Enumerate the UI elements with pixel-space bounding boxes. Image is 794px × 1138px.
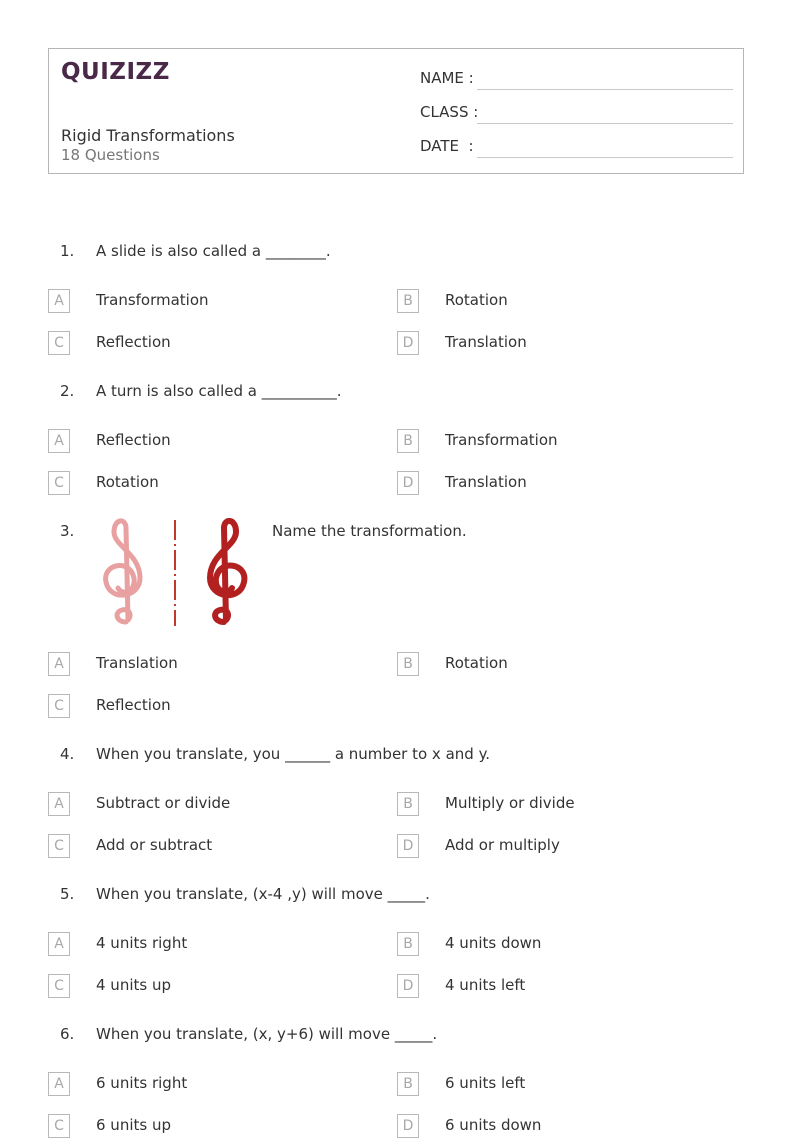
option-text: Add or multiply: [445, 836, 560, 854]
date-line[interactable]: [477, 157, 733, 158]
question-text: Name the transformation.: [272, 522, 467, 540]
option-letter: A: [48, 932, 70, 956]
option-letter: D: [397, 834, 419, 858]
worksheet-title: Rigid Transformations: [61, 126, 235, 145]
question-text: When you translate, (x, y+6) will move _____.: [96, 1025, 438, 1043]
question-number: 1.: [60, 242, 75, 260]
option-text: Rotation: [445, 654, 508, 672]
option-text: 6 units right: [96, 1074, 188, 1092]
option-letter: A: [48, 1072, 70, 1096]
option-text: Reflection: [96, 333, 171, 351]
option-letter: A: [48, 289, 70, 313]
option-text: Rotation: [96, 473, 159, 491]
option-letter: B: [397, 932, 419, 956]
class-label: CLASS :: [420, 103, 479, 121]
question-text: When you translate, you ______ a number to x and y.: [96, 745, 491, 763]
name-field[interactable]: [420, 69, 733, 91]
class-line[interactable]: [477, 123, 733, 124]
option-text: Transformation: [445, 431, 558, 449]
name-line[interactable]: [477, 89, 733, 90]
option-text: Multiply or divide: [445, 794, 575, 812]
option-letter: C: [48, 834, 70, 858]
option-text: Translation: [445, 473, 527, 491]
worksheet-header: [48, 48, 744, 174]
option-letter: D: [397, 331, 419, 355]
option-letter: A: [48, 652, 70, 676]
option-text: Reflection: [96, 431, 171, 449]
option-text: 4 units up: [96, 976, 171, 994]
option-letter: A: [48, 792, 70, 816]
option-text: 6 units down: [445, 1116, 542, 1134]
question-count: 18 Questions: [61, 146, 160, 164]
question-number: 4.: [60, 745, 75, 763]
option-letter: B: [397, 1072, 419, 1096]
option-letter: C: [48, 471, 70, 495]
option-letter: D: [397, 1114, 419, 1138]
question-number: 2.: [60, 382, 75, 400]
option-text: Reflection: [96, 696, 171, 714]
question-number: 5.: [60, 885, 75, 903]
option-text: Translation: [445, 333, 527, 351]
option-text: Translation: [96, 654, 178, 672]
option-letter: C: [48, 331, 70, 355]
date-label: DATE :: [420, 137, 474, 155]
option-text: 6 units up: [96, 1116, 171, 1134]
treble-clef-icon: [210, 521, 244, 622]
option-text: 4 units right: [96, 934, 188, 952]
option-text: Transformation: [96, 291, 209, 309]
option-text: 6 units left: [445, 1074, 526, 1092]
option-letter: D: [397, 974, 419, 998]
option-text: Rotation: [445, 291, 508, 309]
option-text: Add or subtract: [96, 836, 213, 854]
question-text: A turn is also called a __________.: [96, 382, 342, 400]
option-letter: C: [48, 1114, 70, 1138]
option-text: 4 units down: [445, 934, 542, 952]
option-text: Subtract or divide: [96, 794, 231, 812]
option-letter: B: [397, 289, 419, 313]
option-letter: C: [48, 974, 70, 998]
option-letter: A: [48, 429, 70, 453]
option-letter: C: [48, 694, 70, 718]
date-field[interactable]: [420, 137, 733, 159]
option-letter: B: [397, 792, 419, 816]
question-number: 3.: [60, 522, 75, 540]
name-label: NAME :: [420, 69, 474, 87]
quizizz-logo: QUIZIZZ: [61, 59, 170, 85]
question-text: A slide is also called a ________.: [96, 242, 331, 260]
option-text: 4 units left: [445, 976, 526, 994]
treble-clef-reflection-image: [96, 518, 256, 628]
class-field[interactable]: [420, 103, 733, 125]
question-text: When you translate, (x-4 ,y) will move _____.: [96, 885, 430, 903]
option-letter: D: [397, 471, 419, 495]
option-letter: B: [397, 429, 419, 453]
option-letter: B: [397, 652, 419, 676]
faded-treble-clef-icon: [106, 521, 140, 622]
question-number: 6.: [60, 1025, 75, 1043]
